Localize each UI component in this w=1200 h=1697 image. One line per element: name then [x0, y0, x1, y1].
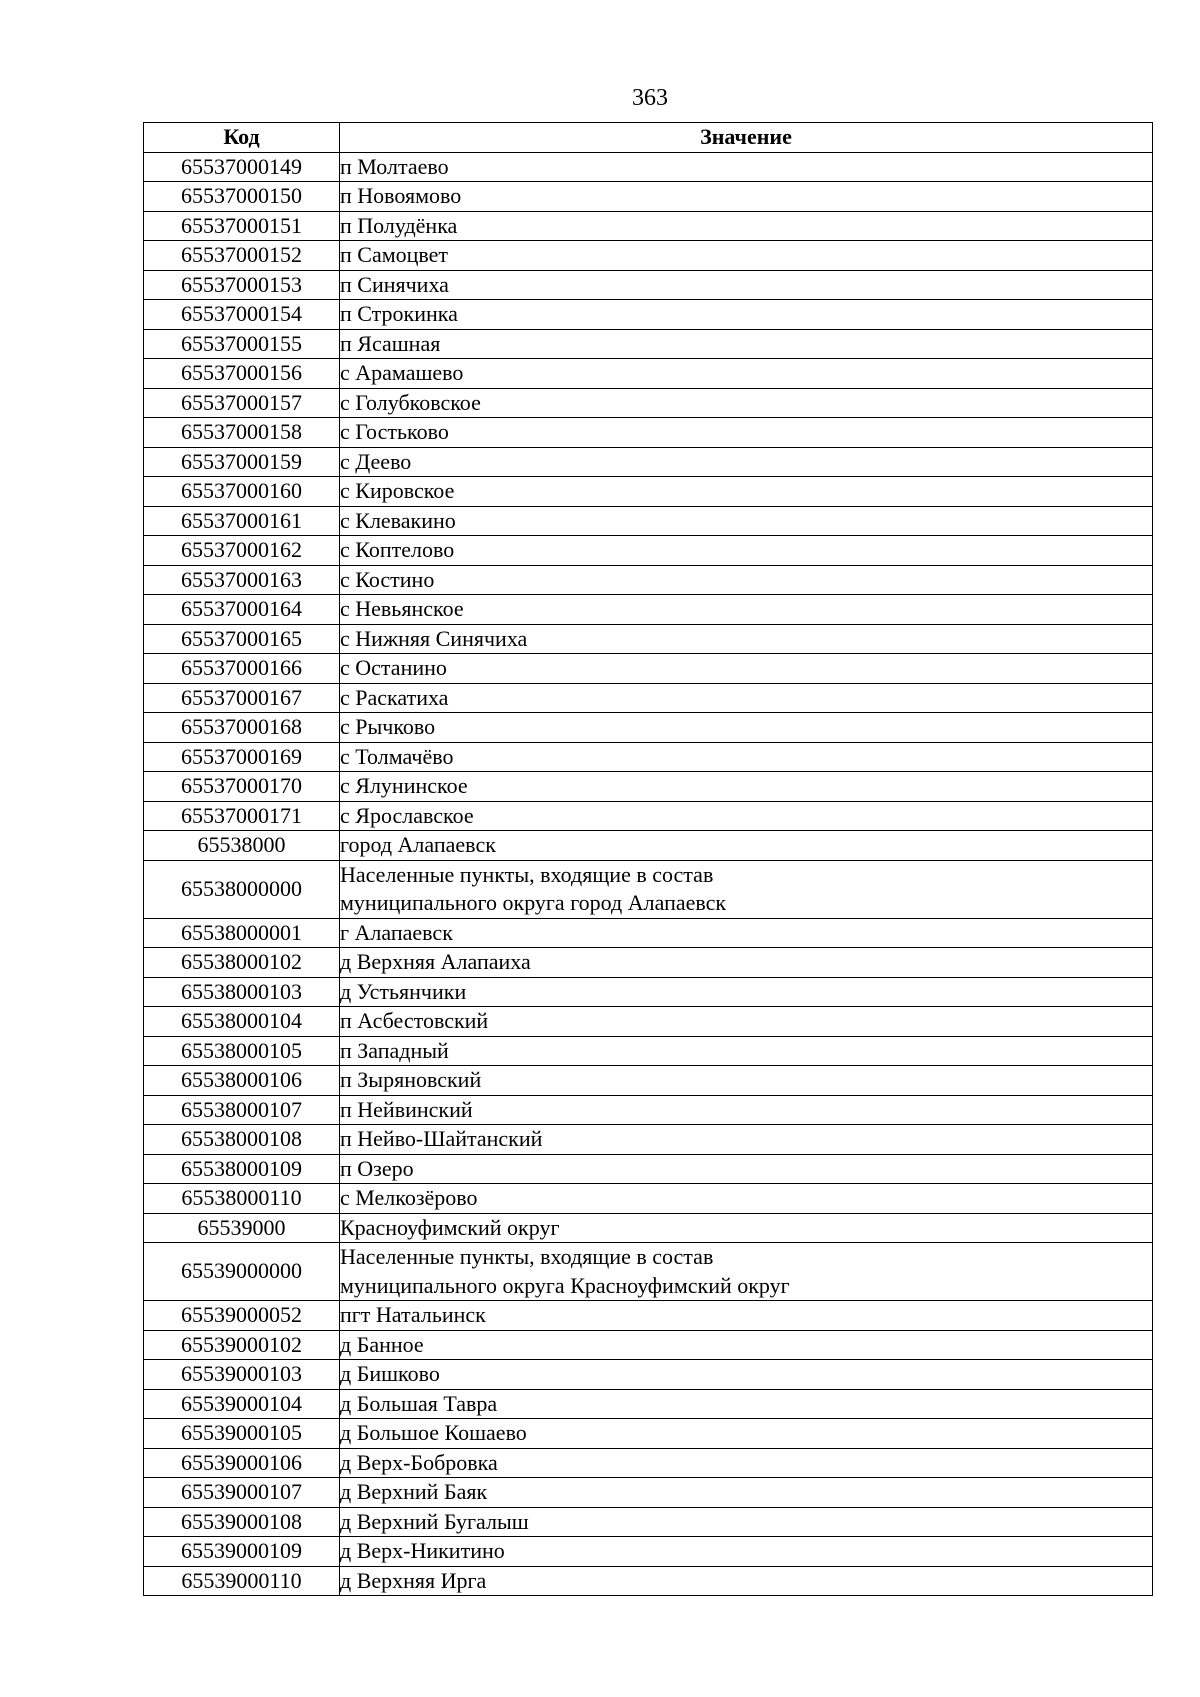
row-value [340, 182, 1153, 212]
table-row [144, 831, 1153, 861]
row-value [340, 860, 1153, 918]
row-code: 65537000149 [144, 152, 340, 182]
row-code: 65537000161 [144, 506, 340, 536]
row-value [340, 506, 1153, 536]
row-value [340, 329, 1153, 359]
row-code: 65537000150 [144, 182, 340, 212]
row-code: 65537000160 [144, 477, 340, 507]
row-value-text: п Асбестовский [340, 1008, 489, 1033]
table-row [144, 772, 1153, 802]
table-row [144, 1537, 1153, 1567]
row-value [340, 1007, 1153, 1037]
row-code: 65538000000 [144, 860, 340, 918]
table-row [144, 1125, 1153, 1155]
row-code: 65537000163 [144, 565, 340, 595]
table-header-row [144, 123, 1153, 153]
table-row [144, 1243, 1153, 1301]
row-value [340, 565, 1153, 595]
row-value [340, 447, 1153, 477]
table-row [144, 1419, 1153, 1449]
row-code: 65539000110 [144, 1566, 340, 1596]
row-value [340, 831, 1153, 861]
row-value [340, 359, 1153, 389]
row-code: 65539000107 [144, 1478, 340, 1508]
row-value [340, 1301, 1153, 1331]
row-value-text: Красноуфимский округ [340, 1214, 560, 1240]
table-row [144, 506, 1153, 536]
table-row [144, 1478, 1153, 1508]
row-value-text: д Верхняя Ирга [340, 1567, 487, 1593]
row-code: 65537000170 [144, 772, 340, 802]
row-value [340, 388, 1153, 418]
table-row [144, 1154, 1153, 1184]
table-row [144, 182, 1153, 212]
table-row [144, 1507, 1153, 1537]
row-code: 65539000105 [144, 1419, 340, 1449]
table-row [144, 683, 1153, 713]
row-code: 65537000162 [144, 536, 340, 566]
row-code: 65539000000 [144, 1243, 340, 1301]
row-code: 65537000169 [144, 742, 340, 772]
row-value [340, 152, 1153, 182]
row-value-text: с Рычково [340, 714, 436, 739]
table-row [144, 1066, 1153, 1096]
row-code: 65538000001 [144, 918, 340, 948]
table-body [144, 152, 1153, 1596]
row-value [340, 1066, 1153, 1096]
row-value-text: Населенные пункты, входящие в состав муниципального округа Красноуфимский округ [340, 1244, 790, 1298]
row-code: 65537000151 [144, 211, 340, 241]
row-value-text: с Останино [340, 655, 447, 680]
row-code: 65538000103 [144, 977, 340, 1007]
table-row [144, 1007, 1153, 1037]
row-value [340, 536, 1153, 566]
row-code: 65539000108 [144, 1507, 340, 1537]
row-value [340, 1036, 1153, 1066]
header-value: Значение [340, 123, 1153, 153]
row-code: 65537000165 [144, 624, 340, 654]
row-value [340, 772, 1153, 802]
row-code: 65538000108 [144, 1125, 340, 1155]
row-value-text: д Верх-Бобровка [340, 1449, 498, 1475]
row-value [340, 241, 1153, 271]
row-value-text: п Западный [340, 1037, 449, 1063]
row-value-text: д Верхняя Алапаиха [340, 949, 531, 974]
table-row [144, 654, 1153, 684]
row-value [340, 713, 1153, 743]
row-value-text: д Верхний Бугалыш [340, 1508, 529, 1534]
table-row [144, 477, 1153, 507]
table-row [144, 447, 1153, 477]
row-code: 65538000106 [144, 1066, 340, 1096]
table-row [144, 211, 1153, 241]
row-code: 65537000153 [144, 270, 340, 300]
row-code: 65538000109 [144, 1154, 340, 1184]
row-value [340, 1507, 1153, 1537]
row-code: 65539000106 [144, 1448, 340, 1478]
row-code: 65537000158 [144, 418, 340, 448]
row-value-text: с Раскатиха [340, 684, 449, 710]
row-value [340, 918, 1153, 948]
table-row [144, 977, 1153, 1007]
row-value-text: с Коптелово [340, 537, 455, 562]
table-row [144, 860, 1153, 918]
table-row [144, 918, 1153, 948]
row-value [340, 1389, 1153, 1419]
table-row [144, 801, 1153, 831]
row-code: 65539000104 [144, 1389, 340, 1419]
row-value-text: п Зыряновский [340, 1067, 482, 1092]
row-value-text: с Нижняя Синячиха [340, 625, 528, 651]
table-row [144, 270, 1153, 300]
row-value-text: с Невьянское [340, 596, 464, 621]
table-row [144, 241, 1153, 271]
row-code: 65537000157 [144, 388, 340, 418]
row-code: 65538000104 [144, 1007, 340, 1037]
table-row [144, 565, 1153, 595]
row-value-text: с Арамашево [340, 360, 464, 385]
row-code: 65539000109 [144, 1537, 340, 1567]
row-value [340, 1537, 1153, 1567]
row-value [340, 477, 1153, 507]
table-row [144, 1036, 1153, 1066]
row-value [340, 595, 1153, 625]
header-code: Код [144, 123, 340, 153]
table-row [144, 1184, 1153, 1214]
row-value-text: п Полудёнка [340, 212, 458, 238]
table-row [144, 1301, 1153, 1331]
row-value-text: д Верхний Баяк [340, 1479, 488, 1504]
table-row [144, 1330, 1153, 1360]
row-code: 65538000 [144, 831, 340, 861]
table-row [144, 1566, 1153, 1596]
table-row [144, 388, 1153, 418]
row-value-text: п Нейво-Шайтанский [340, 1126, 543, 1151]
row-value [340, 1330, 1153, 1360]
row-code: 65537000155 [144, 329, 340, 359]
row-value-text: д Устьянчики [340, 978, 467, 1004]
row-code: 65538000107 [144, 1095, 340, 1125]
page-number: 363 [632, 85, 668, 111]
row-value [340, 1478, 1153, 1508]
row-code: 65537000154 [144, 300, 340, 330]
row-value-text: с Костино [340, 566, 435, 592]
row-value [340, 624, 1153, 654]
table-row [144, 1213, 1153, 1243]
row-value [340, 211, 1153, 241]
row-value-text: д Большое Кошаево [340, 1420, 527, 1445]
table-row [144, 1448, 1153, 1478]
row-code: 65539000052 [144, 1301, 340, 1331]
row-value-text: г Алапаевск [340, 919, 453, 945]
row-value [340, 1213, 1153, 1243]
row-value-text: с Ярославское [340, 802, 474, 828]
row-value-text: п Строкинка [340, 301, 458, 326]
table-row [144, 742, 1153, 772]
row-value-text: п Самоцвет [340, 242, 449, 267]
row-value-text: город Алапаевск [340, 832, 496, 857]
row-code: 65537000166 [144, 654, 340, 684]
row-value-text: п Синячиха [340, 271, 449, 297]
row-value-text: с Деево [340, 448, 412, 474]
table-row [144, 418, 1153, 448]
table-row [144, 948, 1153, 978]
row-value [340, 1243, 1153, 1301]
row-code: 65538000105 [144, 1036, 340, 1066]
row-value-text: с Толмачёво [340, 743, 454, 769]
row-value-text: с Ялунинское [340, 773, 468, 798]
row-value-text: с Кировское [340, 478, 455, 503]
table-row [144, 1095, 1153, 1125]
table-row [144, 713, 1153, 743]
row-value [340, 683, 1153, 713]
row-value [340, 1154, 1153, 1184]
row-value-text: д Верх-Никитино [340, 1538, 505, 1563]
row-code: 65538000102 [144, 948, 340, 978]
row-code: 65537000171 [144, 801, 340, 831]
row-value [340, 801, 1153, 831]
row-code: 65537000152 [144, 241, 340, 271]
table-row [144, 1389, 1153, 1419]
row-code: 65537000156 [144, 359, 340, 389]
table-row [144, 300, 1153, 330]
row-value-text: с Гостьково [340, 419, 449, 444]
row-value [340, 977, 1153, 1007]
row-value [340, 1360, 1153, 1390]
table-row [144, 329, 1153, 359]
row-code: 65539000103 [144, 1360, 340, 1390]
row-code: 65537000159 [144, 447, 340, 477]
row-value-text: п Новоямово [340, 183, 462, 208]
row-value-text: с Голубковское [340, 389, 481, 415]
row-value-text: д Бишково [340, 1361, 440, 1386]
table-row [144, 595, 1153, 625]
row-value-text: пгт Натальинск [340, 1302, 486, 1327]
row-code: 65538000110 [144, 1184, 340, 1214]
row-value-text: с Мелкозёрово [340, 1185, 478, 1210]
table-row [144, 1360, 1153, 1390]
row-value-text: п Озеро [340, 1155, 414, 1181]
row-value-text: п Молтаево [340, 153, 449, 179]
row-code: 65539000 [144, 1213, 340, 1243]
row-code: 65539000102 [144, 1330, 340, 1360]
table-row [144, 536, 1153, 566]
row-value-text: д Банное [340, 1331, 424, 1357]
row-value [340, 300, 1153, 330]
row-value [340, 1419, 1153, 1449]
row-value [340, 270, 1153, 300]
row-value [340, 1125, 1153, 1155]
row-code: 65537000168 [144, 713, 340, 743]
row-value [340, 1448, 1153, 1478]
row-value-text: д Большая Тавра [340, 1390, 498, 1416]
row-value [340, 654, 1153, 684]
row-value-text: Населенные пункты, входящие в состав муниципального округа город Алапаевск [340, 861, 727, 915]
table-row [144, 152, 1153, 182]
table-row [144, 624, 1153, 654]
row-value [340, 1566, 1153, 1596]
code-table [143, 122, 1153, 1596]
row-value [340, 1184, 1153, 1214]
row-value-text: п Ясашная [340, 330, 441, 356]
row-value [340, 742, 1153, 772]
table-row [144, 359, 1153, 389]
row-value [340, 948, 1153, 978]
row-code: 65537000167 [144, 683, 340, 713]
row-value [340, 1095, 1153, 1125]
row-value-text: п Нейвинский [340, 1096, 473, 1122]
row-code: 65537000164 [144, 595, 340, 625]
row-value-text: с Клевакино [340, 507, 456, 533]
row-value [340, 418, 1153, 448]
